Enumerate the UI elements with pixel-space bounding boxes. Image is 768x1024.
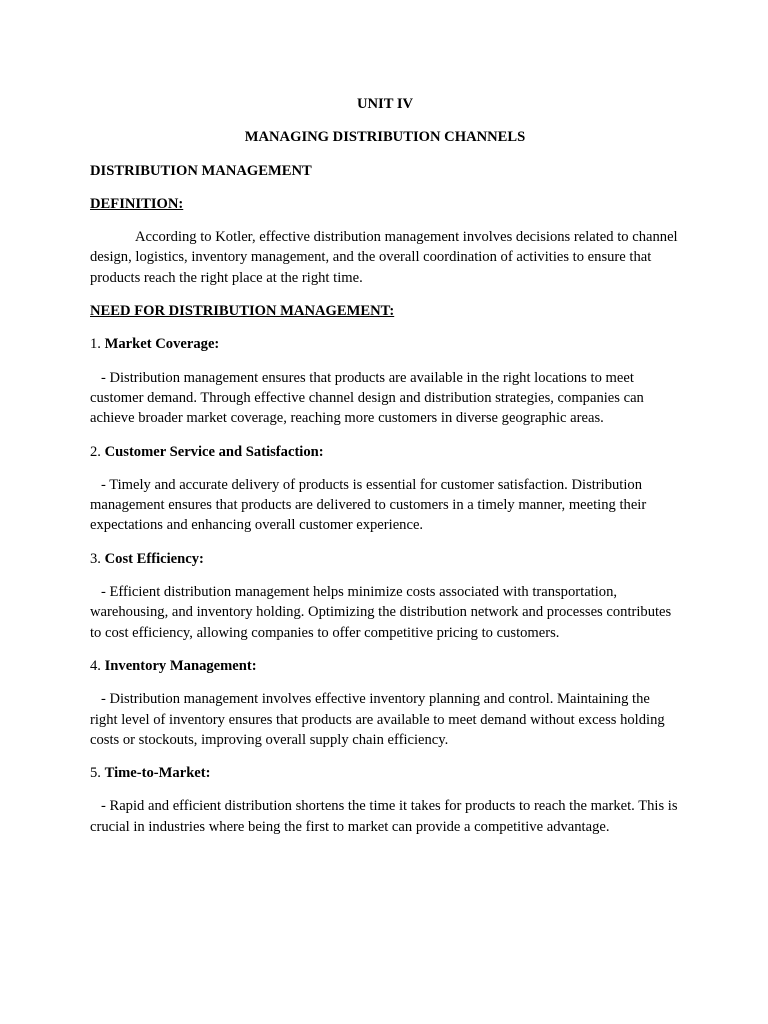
item-text-content: - Timely and accurate delivery of products is essential for customer satisfaction. Distribution management ensures that products are delivered to customers in a timely manner, meeting their expectations and enhancing overall customer experience. [90, 476, 647, 534]
need-heading: NEED FOR DISTRIBUTION MANAGEMENT: [90, 303, 395, 320]
item-label: Customer Service and Satisfaction: [104, 443, 324, 460]
item-number: 3. [90, 550, 101, 567]
item-label: Cost Efficiency: [104, 550, 204, 567]
item-label: Time-to-Market: [104, 765, 211, 782]
item-label: Market Coverage: [104, 336, 220, 353]
item-number: 4. [90, 657, 101, 674]
item-text-content: - Distribution management involves effective inventory planning and control. Maintaining the right level of inventory ensures that products are available to meet demand without excess holding costs or stockouts, improving overall supply chain efficiency. [90, 691, 665, 748]
item-text [90, 475, 680, 536]
item-text-content: - Rapid and efficient distribution shortens the time it takes for products to reach the market. This is crucial in industries where being the first to market can provide a competitive advantage. [90, 798, 678, 835]
item-label: Inventory Management: [104, 657, 257, 674]
item-text [90, 689, 680, 750]
item-text [90, 796, 680, 837]
document-page [90, 94, 680, 850]
item-text [90, 368, 680, 429]
item-text-content: - Distribution management ensures that products are available in the right locations to meet customer demand. Through effective channel design and distribution strategies, companies can achieve broader market coverage, reaching more customers in diverse geographic areas. [90, 369, 644, 427]
definition-heading: DEFINITION: [90, 195, 184, 212]
item-number: 2. [90, 443, 101, 460]
item-heading-inventory-management [90, 656, 680, 676]
unit-title: UNIT IV [356, 96, 414, 112]
item-number: 5. [90, 765, 101, 782]
definition-text: According to Kotler, effective distribution management involves decisions related to channel design, logistics, inventory management, and the overall coordination of activities to ensure that products reach the right place at the right time. [90, 229, 678, 286]
page-title: MANAGING DISTRIBUTION CHANNELS [244, 129, 526, 146]
item-text-content: - Efficient distribution management helps minimize costs associated with transportation, warehousing, and inventory holding. Optimizing the distribution network and processes contributes to cost efficiency, allowing companies to offer competitive pricing to customers. [90, 584, 672, 641]
item-heading-customer-service [90, 442, 680, 462]
item-text [90, 582, 680, 643]
section-heading: DISTRIBUTION MANAGEMENT [90, 162, 312, 179]
item-number: 1. [90, 336, 101, 353]
item-heading-time-to-market [90, 763, 680, 783]
item-heading-cost-efficiency [90, 549, 680, 569]
item-heading-market-coverage [90, 334, 680, 354]
